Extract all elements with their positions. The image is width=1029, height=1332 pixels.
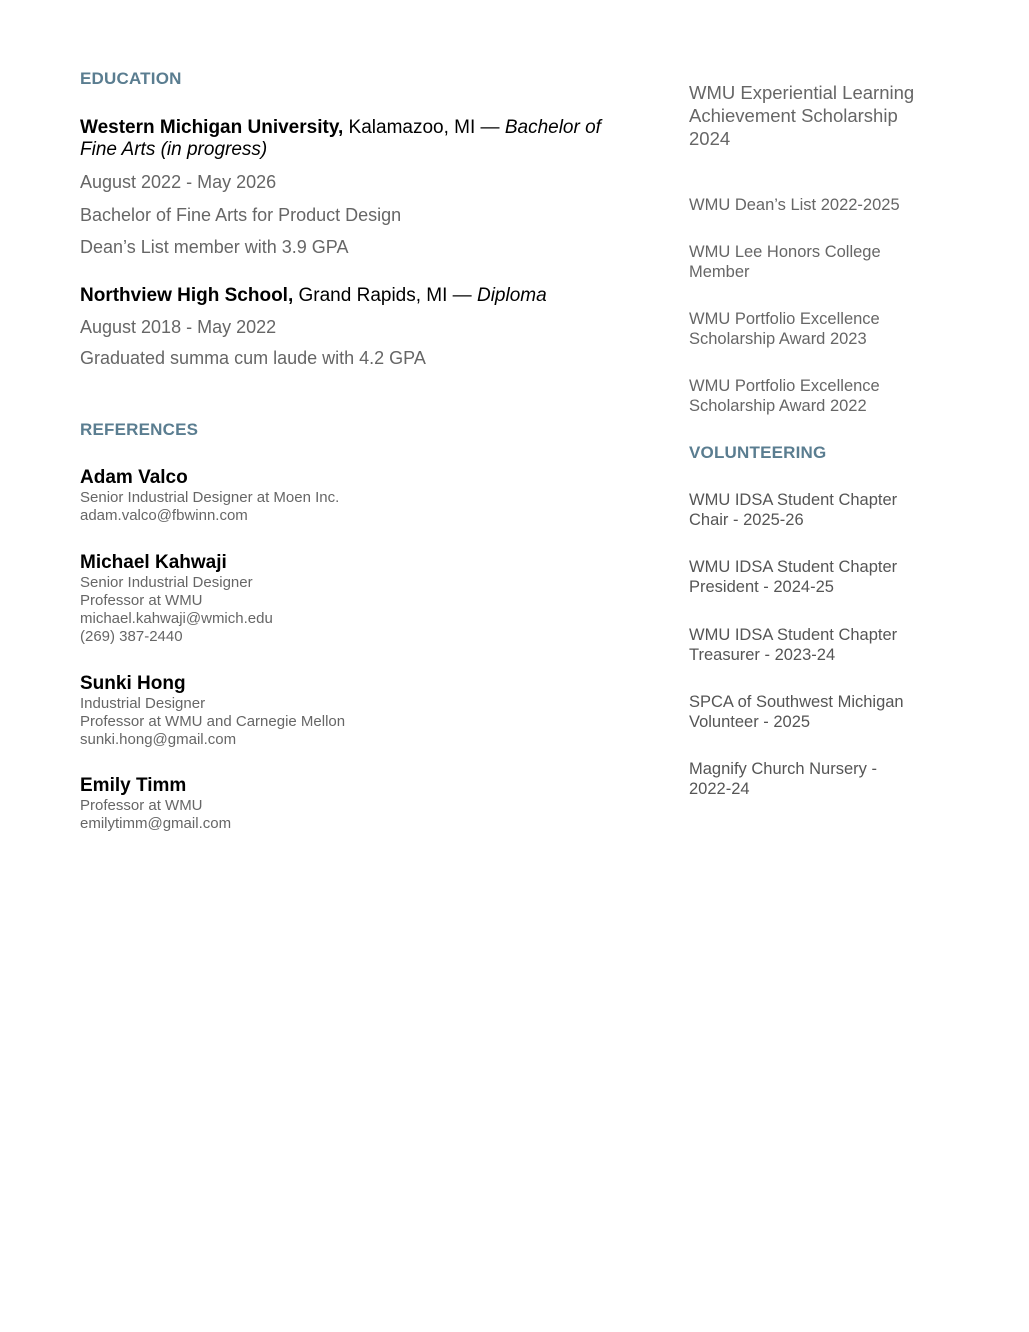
volunteer-text: WMU IDSA Student Chapter Chair - 2025-26 [689, 491, 898, 529]
education-entry-northview [80, 285, 640, 369]
award-item [689, 195, 989, 215]
school-name: Western Michigan University, [80, 117, 344, 138]
volunteer-text: Magnify Church Nursery - 2022-24 [689, 760, 877, 798]
education-title [80, 117, 640, 161]
award-text: WMU Portfolio Excellence Scholarship Award 2023 [689, 310, 880, 348]
references-heading: REFERENCES [80, 420, 199, 439]
education-heading: EDUCATION [80, 69, 182, 88]
volunteer-item [689, 557, 914, 597]
reference-card [80, 467, 640, 525]
reference-phone: (269) 387-2440 [80, 628, 183, 645]
volunteer-text: WMU IDSA Student Chapter President - 2024-25 [689, 558, 898, 596]
degree: Bachelor of Fine Arts (in progress) [80, 117, 601, 160]
school-location: Grand Rapids, MI — [293, 285, 477, 306]
award-text: WMU Dean’s List 2022-2025 [689, 196, 900, 214]
volunteer-text: WMU IDSA Student Chapter Treasurer - 2023-24 [689, 626, 898, 664]
education-dates: August 2022 - May 2026 [80, 172, 277, 192]
reference-name: Emily Timm [80, 775, 187, 796]
reference-line: Professor at WMU [80, 592, 203, 609]
award-text: WMU Portfolio Excellence Scholarship Award 2022 [689, 377, 880, 415]
award-item [689, 376, 899, 416]
reference-email: adam.valco@fbwinn.com [80, 507, 248, 524]
volunteering-heading: VOLUNTEERING [689, 443, 827, 462]
education-dates: August 2018 - May 2022 [80, 317, 277, 337]
award-text: WMU Experiential Learning Achievement Scholarship 2024 [689, 82, 915, 149]
reference-email: sunki.hong@gmail.com [80, 731, 237, 748]
reference-name: Sunki Hong [80, 673, 186, 694]
reference-card [80, 775, 640, 833]
volunteer-item [689, 625, 914, 665]
reference-name: Adam Valco [80, 467, 188, 488]
reference-line: Industrial Designer [80, 695, 206, 712]
volunteer-item [689, 490, 914, 530]
volunteer-item [689, 692, 924, 732]
reference-name: Michael Kahwaji [80, 552, 227, 573]
school-name: Northview High School, [80, 285, 294, 306]
reference-line: Professor at WMU and Carnegie Mellon [80, 713, 346, 730]
education-title [80, 285, 640, 307]
award-item [689, 309, 899, 349]
reference-email: michael.kahwaji@wmich.edu [80, 610, 273, 627]
reference-card [80, 552, 640, 646]
education-detail: Bachelor of Fine Arts for Product Design [80, 205, 402, 225]
reference-email: emilytimm@gmail.com [80, 815, 232, 832]
award-item [689, 81, 919, 150]
reference-line: Professor at WMU [80, 797, 203, 814]
award-text: WMU Lee Honors College Member [689, 243, 881, 281]
volunteer-text: SPCA of Southwest Michigan Volunteer - 2025 [689, 693, 904, 731]
education-detail: Graduated summa cum laude with 4.2 GPA [80, 348, 426, 368]
degree: Diploma [476, 285, 547, 306]
award-item [689, 242, 899, 282]
education-entry-wmu [80, 117, 640, 258]
reference-line: Senior Industrial Designer at Moen Inc. [80, 489, 340, 506]
volunteer-item [689, 759, 899, 799]
reference-line: Senior Industrial Designer [80, 574, 253, 591]
reference-card [80, 673, 640, 749]
school-location: Kalamazoo, MI — [343, 117, 505, 138]
education-detail: Dean’s List member with 3.9 GPA [80, 237, 349, 257]
